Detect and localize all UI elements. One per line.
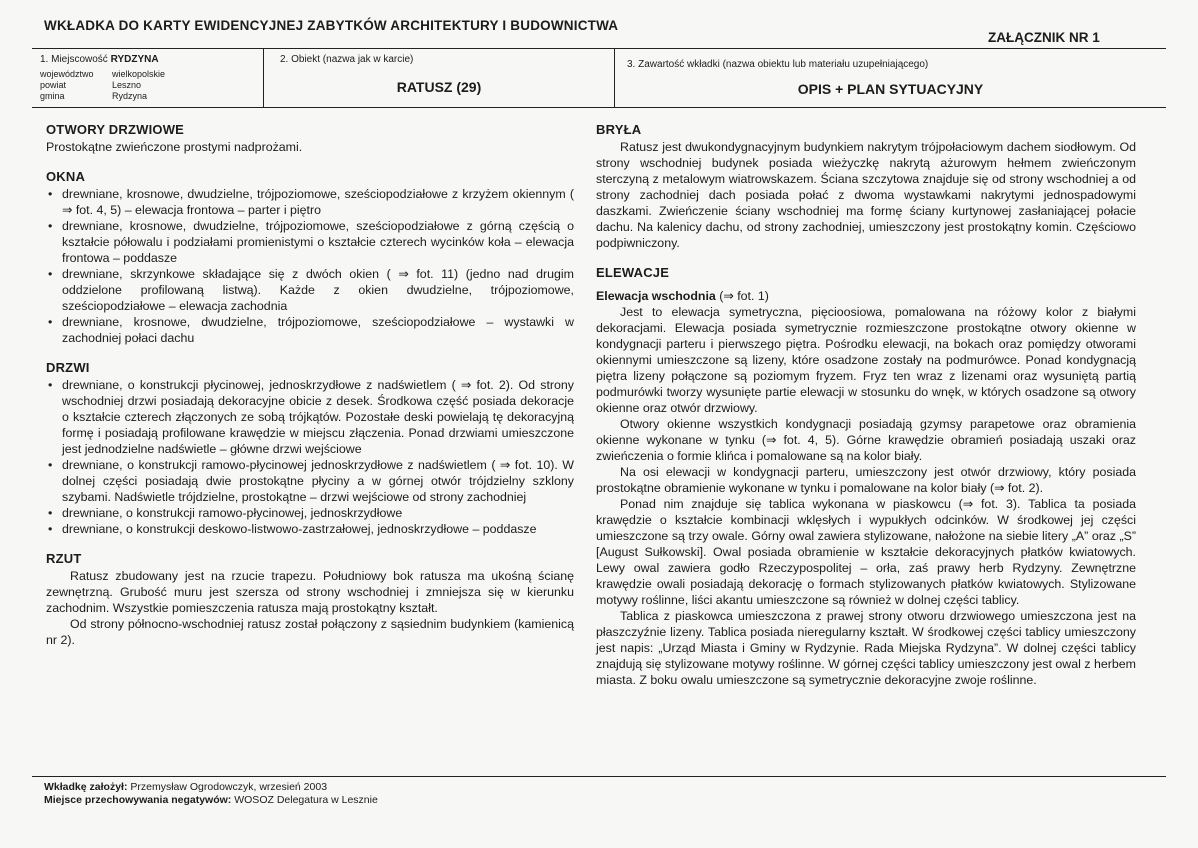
list-item: • drewniane, skrzynkowe składające się z dwóch okien ( ⇒ fot. 11) (jedno nad drugim oddzielone profilowaną listwą). Każde z okien dwudzielne, trójpoziomowe, sześciopodziałowe – elewacja zachodnia — [62, 266, 574, 314]
section-heading-okna: OKNA — [46, 169, 86, 184]
elevation-paragraph: Tablica z piaskowca umieszczona z prawej strony otworu drzwiowego umieszczona jest na płaszczyźnie lizeny. Tablica posiada nieregularny kształt. W środkowej części tablicy umieszczony jest napis: „Urząd Miasta i Gminy w Rydzynie. Rada Miejska Rydzyna”. W dolnej części tablicy znajdują się stylizowane motywy roślinne. W górnej części tablicy umieszczony jest owal z herbem miasta. Z boku owalu umieszczone są symetrycznie dekoracyjne zwoje roślinne. — [596, 609, 1136, 687]
location-box — [32, 49, 264, 107]
content-value: OPIS + PLAN SYTUACYJNY — [797, 81, 984, 97]
list-item: • drewniane, krosnowe, dwudzielne, trójpoziomowe, sześciopodziałowe z górną częścią o kształcie półowalu i podziałami promienistymi o kształcie czterech wycinków koła – elewacja frontowa – poddasze — [62, 218, 574, 266]
list-item: • drewniane, o konstrukcji ramowo-płycinowej, jednoskrzydłowe — [62, 505, 574, 521]
footer-storage: Miejsce przechowywania negatywów: WOSOZ Delegatura w Lesznie — [44, 794, 378, 806]
location-label: 1. Miejscowość RYDZYNA — [40, 54, 159, 65]
okna-list — [46, 186, 574, 346]
location-row: powiat Leszno — [40, 80, 142, 90]
elevation-east-ref: (⇒ fot. 1) — [715, 289, 769, 303]
elevation-paragraph: Otwory okienne wszystkich kondygnacji posiadają gzymsy parapetowe oraz obramienia okienne wykonane w tynku (⇒ fot. 4, 5). Górne krawędzie obramień posiadają uszaki oraz zwieńczenia o formie klińca i pomalowane są na kolor biały. — [596, 417, 1136, 463]
header-table — [32, 48, 1166, 108]
rzut-paragraph: Ratusz zbudowany jest na rzucie trapezu. Południowy bok ratusza ma ukośną ścianę zewnętrzną. Grubość muru jest szersza od strony wschodniej i zmniejsza się w kierunku zachodnim. Wszystkie pomieszczenia ratusza mają prostokątny kształt. — [46, 569, 574, 615]
elevation-east-heading — [596, 288, 1136, 304]
elevation-east-label: Elewacja wschodnia — [596, 289, 716, 303]
annex-label: ZAŁĄCZNIK NR 1 — [988, 30, 1100, 45]
content-label: 3. Zawartość wkładki (nazwa obiektu lub materiału uzupełniającego) — [627, 59, 929, 70]
object-box — [264, 49, 615, 107]
location-row: województwo wielkopolskie — [40, 69, 166, 79]
document-title: WKŁADKA DO KARTY EWIDENCYJNEJ ZABYTKÓW ARCHITEKTURY I BUDOWNICTWA — [44, 18, 619, 33]
object-name: RATUSZ (29) — [396, 79, 482, 95]
footer-divider — [32, 776, 1166, 777]
list-item: • drewniane, o konstrukcji ramowo-płycinowej jednoskrzydłowe z nadświetlem ( ⇒ fot. 10). W dolnej części posiadają dwie prostokątne płyciny a w górnej otwór trójdzielny szklony szybami. Nadświetle trójdzielne, prostokątne – drzwi wejściowe od strony zachodniej — [62, 457, 574, 505]
section-heading-otwory: OTWORY DRZWIOWE — [46, 122, 185, 137]
drzwi-list — [46, 377, 574, 537]
rzut-paragraph: Od strony północno-wschodniej ratusz został połączony z sąsiednim budynkiem (kamienicą nr 2). — [46, 617, 574, 647]
list-item: • drewniane, o konstrukcji płycinowej, jednoskrzydłowe z nadświetlem ( ⇒ fot. 2). Od strony wschodniej drzwi posiadają dekoracyjne obicie z desek. Środkowa część posiada dekoracje o kształcie czterech złączonych ze sobą trójkątów. Pozostałe deski powielają tę dekoracyjną formę i posiadają profilowane krawędzie w miejscu złączenia. Ponad drzwiami umieszczone jest jednodzielne nadświetle – główne drzwi wejściowe — [62, 377, 574, 457]
object-label: 2. Obiekt (nazwa jak w karcie) — [280, 54, 414, 65]
list-item: • drewniane, krosnowe, dwudzielne, trójpoziomowe, sześciopodziałowe z krzyżem okiennym ( ⇒ fot. 4, 5) – elewacja frontowa – parter i piętro — [62, 186, 574, 218]
section-heading-bryla: BRYŁA — [596, 122, 642, 137]
bryla-text: Ratusz jest dwukondygnacyjnym budynkiem nakrytym trójpołaciowym dachem siodłowym. Od strony wschodniej budynek posiada wieżyczkę nakrytą ażurowym hełmem zwieńczonym sterczyną z metalowym wiatrowskazem. Ściana szczytowa znajduje się od strony wschodniej a od strony zachodniej dach posiada połać z dwoma wystawkami nakrytymi jednospadowymi daszkami. Zwieńczenie ściany wschodniej ma formę ściany kurtynowej zasłaniającej połacie dachu. Na kalenicy dachu, od strony zachodniej, umieszczony jest prostokątny komin. Częściowo podpiwniczony. — [596, 140, 1136, 250]
list-item: • drewniane, o konstrukcji deskowo-listwowo-zastrzałowej, jednoskrzydłowe – poddasze — [62, 521, 574, 537]
otwory-text: Prostokątne zwieńczone prostymi nadprożami. — [46, 140, 303, 154]
location-rows — [40, 69, 165, 102]
location-row: gmina Rydzyna — [40, 91, 148, 101]
footer — [44, 781, 378, 807]
elevation-paragraph: Jest to elewacja symetryczna, pięcioosiowa, pomalowana na różowy kolor z białymi dekoracjami. Elewacja posiada symetrycznie rozmieszczone prostokątne otwory okienne w kondygnacji parteru i pierwszego piętra. Pośrodku elewacji, na bokach oraz pomiędzy otworami okiennymi umieszczone są lizeny, które osadzone zostały na podmurówce. Ponad kondygnacją piętra lizeny połączone są poziomym fryzem. Fryz ten wraz z lizenami oraz wysuniętą partią podmurówki tworzy wysunięte partie elewacji w stosunku do wnęk, w których osadzone są otwory okienne oraz otwór drzwiowy. — [596, 305, 1136, 415]
content-box — [615, 49, 1166, 107]
elevation-paragraph: Ponad nim znajduje się tablica wykonana w piaskowcu (⇒ fot. 3). Tablica ta posiada krawędzie o kształcie kombinacji wklęsłych i wypukłych odcinków. W środkowej jej części umieszczone są trzy owale. Górny owal zawiera stylizowane, nałożone na siebie litery „A” oraz „S” [August Sułkowski]. Owal posiada obramienie w kształcie dekoracyjnych płatków kwiatowych. Lewy owal zawiera godło Rzeczypospolitej – orła, zaś prawy herb Rydzyny. Zewnętrzne krawędzie owali posiadają dekorację o formach stylizowanych płatków kwiatowych. Stylizowane motywy roślinne, liści akantu umieszczone są również w dolnej części tablicy. — [596, 497, 1136, 607]
section-heading-elewacje: ELEWACJE — [596, 265, 670, 280]
left-column — [46, 122, 574, 648]
right-column — [596, 122, 1136, 688]
section-heading-drzwi: DRZWI — [46, 360, 90, 375]
footer-author: Wkładkę założył: Przemysław Ogrodowczyk, wrzesień 2003 — [44, 781, 328, 793]
list-item: • drewniane, krosnowe, dwudzielne, trójpoziomowe, sześciopodziałowe – wystawki w zachodniej połaci dachu — [62, 314, 574, 346]
elevation-paragraph: Na osi elewacji w kondygnacji parteru, umieszczony jest otwór drzwiowy, który posiada prostokątne obramienie wykonane w tynku i pomalowane na kolor biały (⇒ fot. 2). — [596, 465, 1136, 495]
place-name: RYDZYNA — [110, 54, 159, 65]
section-heading-rzut: RZUT — [46, 551, 82, 566]
